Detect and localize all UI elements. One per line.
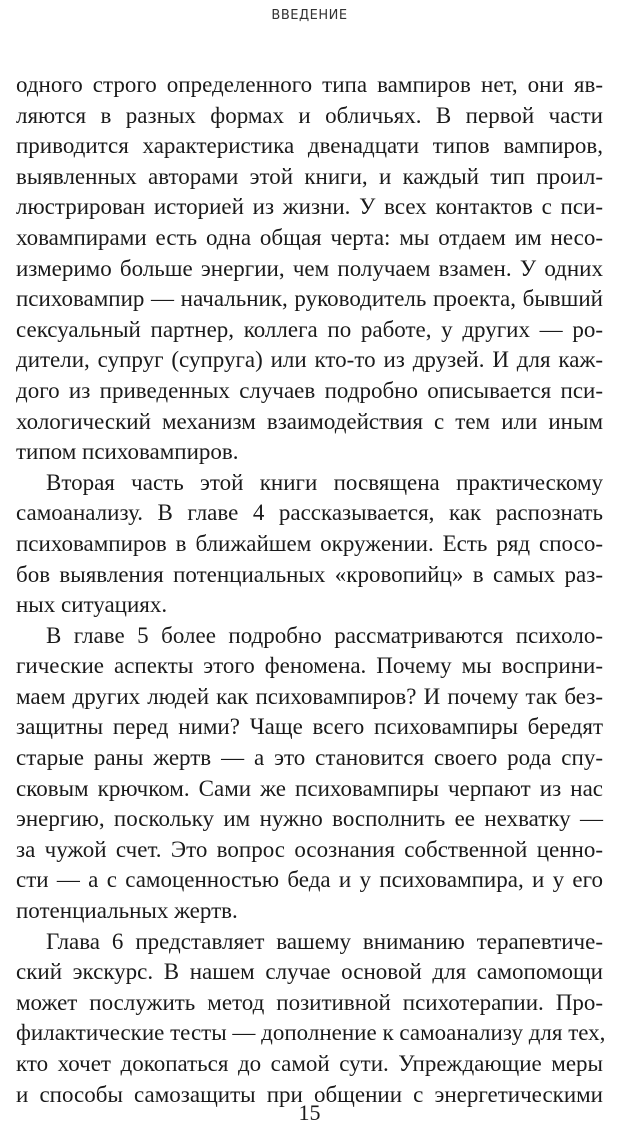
text-line: дого из приведенных случаев подробно описывается пси-: [16, 377, 603, 403]
text-line: ховампирами есть одна общая черта: мы отдаем им несо-: [16, 224, 603, 250]
text-line: измеримо больше энергии, чем получаем взамен. У одних: [16, 255, 603, 281]
paragraph: [16, 468, 603, 621]
text-line: энергию, поскольку им нужно восполнить ее нехватку —: [16, 806, 603, 832]
text-line: типом психовампиров.: [16, 439, 239, 465]
text-line: сковым крючком. Сами же психовампиры черпают из нас: [16, 775, 603, 801]
text-line: ский экскурс. В нашем случае основой для самопомощи: [16, 959, 603, 985]
text-line: самоанализу. В главе 4 рассказывается, как распознать: [16, 500, 603, 526]
text-line: психовампиров в ближайшем окружении. Есть ряд спосо-: [16, 530, 603, 556]
text-line: приводится характеристика двенадцати типов вампиров,: [16, 133, 603, 159]
text-line: бов выявления потенциальных «кровопийц» в самых раз-: [16, 561, 603, 587]
text-line: одного строго определенного типа вампиров нет, они яв-: [16, 72, 603, 97]
text-line: и способы самозащиты при общении с энергетическими: [16, 1081, 603, 1107]
text-line: сти — а с самоценностью беда и у психовампира, и у его: [16, 867, 603, 893]
body-text: [16, 70, 606, 1110]
text-line: потенциальных жертв.: [16, 898, 238, 924]
running-head: ВВЕДЕНИЕ: [271, 8, 348, 23]
text-line: психовампир — начальник, руководитель проекта, бывший: [16, 286, 603, 312]
text-line: защитны перед ними? Чаще всего психовампиры бередят: [16, 714, 603, 740]
text-line: за чужой счет. Это вопрос осознания собственной ценно-: [16, 836, 603, 862]
text-line: кто хочет докопаться до самой сути. Упреждающие меры: [16, 1051, 603, 1076]
paragraph: [16, 927, 606, 1111]
text-line: дители, супруг (супруга) или кто-то из друзей. И для каж-: [16, 347, 603, 373]
text-line: филактические тесты — дополнение к самоанализу для тех,: [16, 1020, 606, 1046]
text-line: хологический механизм взаимодействия с тем или иным: [16, 408, 603, 434]
text-line: Вторая часть этой книги посвящена практическому: [46, 469, 603, 495]
text-line: выявленных авторами этой книги, и каждый тип проил-: [16, 163, 603, 189]
paragraph: [16, 621, 603, 927]
text-line: ляются в разных формах и обличьях. В первой части: [16, 102, 603, 128]
text-line: В главе 5 более подробно рассматриваются психоло-: [46, 622, 603, 648]
text-line: сексуальный партнер, коллега по работе, у других — ро-: [16, 316, 603, 342]
text-line: старые раны жертв — а это становится своего рода спу-: [16, 745, 603, 771]
text-line: может послужить метод позитивной психотерапии. Про-: [16, 989, 603, 1015]
paragraph: [16, 70, 603, 468]
text-line: люстрирован историей из жизни. У всех контактов с пси-: [16, 194, 603, 220]
text-line: гические аспекты этого феномена. Почему мы восприни-: [16, 653, 603, 679]
page-number: 15: [298, 1100, 321, 1125]
text-line: Глава 6 представляет вашему вниманию терапевтиче-: [46, 928, 603, 954]
text-line: ных ситуациях.: [16, 592, 168, 618]
text-line: маем других людей как психовампиров? И почему так без-: [16, 683, 603, 709]
